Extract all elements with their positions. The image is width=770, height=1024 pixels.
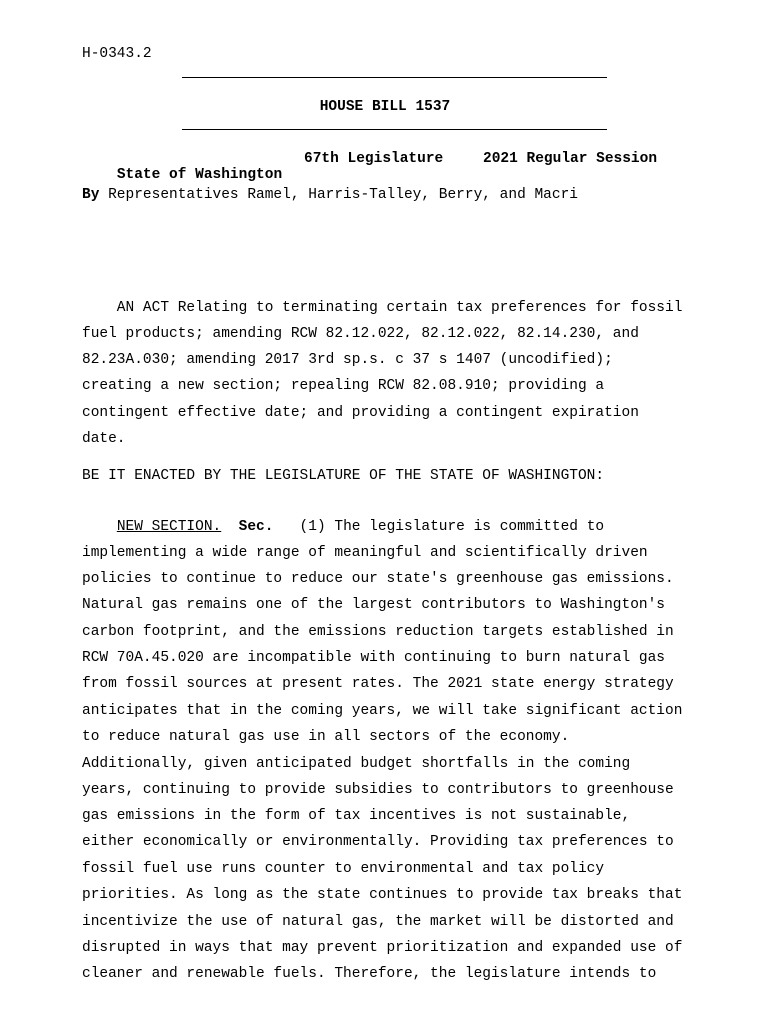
legislature-label: 67th Legislature <box>304 151 444 167</box>
document-id: H-0343.2 <box>82 46 152 62</box>
section-line: carbon footprint, and the emissions reduction targets established in <box>82 624 674 640</box>
section-line: policies to continue to reduce our state's greenhouse gas emissions. <box>82 571 674 587</box>
section-line: Additionally, given anticipated budget shortfalls in the coming <box>82 756 631 772</box>
section-line: implementing a wide range of meaningful and scientifically driven <box>82 545 648 561</box>
section-line: fossil fuel use runs counter to environmental and tax policy <box>82 861 605 877</box>
section-line: cleaner and renewable fuels. Therefore, the legislature intends to <box>82 966 657 982</box>
session-label: 2021 Regular Session <box>483 151 658 167</box>
section-line: Natural gas remains one of the largest contributors to Washington's <box>82 597 665 613</box>
by-label: By <box>82 187 100 203</box>
section-line: gas emissions in the form of tax incentives is not sustainable, <box>82 808 631 824</box>
title-rule-top <box>182 77 607 78</box>
act-line: 82.23A.030; amending 2017 3rd sp.s. c 37 s 1407 (uncodified); <box>82 352 613 368</box>
title-rule-bottom <box>182 129 607 130</box>
act-line: creating a new section; repealing RCW 82.08.910; providing a <box>82 378 605 394</box>
sec-label: Sec. <box>238 519 274 535</box>
section-first-line <box>82 514 604 540</box>
state-label: State of Washington <box>116 167 283 183</box>
bill-title: HOUSE BILL 1537 <box>319 99 451 115</box>
act-line: contingent effective date; and providing a contingent expiration <box>82 405 639 421</box>
section-line: years, continuing to provide subsidies to contributors to greenhouse <box>82 782 674 798</box>
act-line: date. <box>82 431 126 447</box>
section-line: incentivize the use of natural gas, the market will be distorted and <box>82 914 674 930</box>
section-line: anticipates that in the coming years, we will take significant action <box>82 703 683 719</box>
enacting-clause: BE IT ENACTED BY THE LEGISLATURE OF THE STATE OF WASHINGTON: <box>82 468 605 484</box>
section-line: RCW 70A.45.020 are incompatible with continuing to burn natural gas <box>82 650 665 666</box>
section-line: priorities. As long as the state continues to provide tax breaks that <box>82 887 683 903</box>
act-line: AN ACT Relating to terminating certain tax preferences for fossil <box>82 300 683 316</box>
sponsors: Representatives Ramel, Harris-Talley, Berry, and Macri <box>108 187 578 203</box>
section-line: either economically or environmentally. Providing tax preferences to <box>82 834 674 850</box>
section-line: to reduce natural gas use in all sectors of the economy. <box>82 729 570 745</box>
section-line: from fossil sources at present rates. The 2021 state energy strategy <box>82 676 674 692</box>
act-line: fuel products; amending RCW 82.12.022, 82.12.022, 82.14.230, and <box>82 326 639 342</box>
new-section-label: NEW SECTION. <box>116 519 222 535</box>
section-line: disrupted in ways that may prevent prioritization and expanded use of <box>82 940 683 956</box>
sponsors-line <box>82 187 578 203</box>
section-first-line-text: (1) The legislature is committed to <box>273 519 605 535</box>
